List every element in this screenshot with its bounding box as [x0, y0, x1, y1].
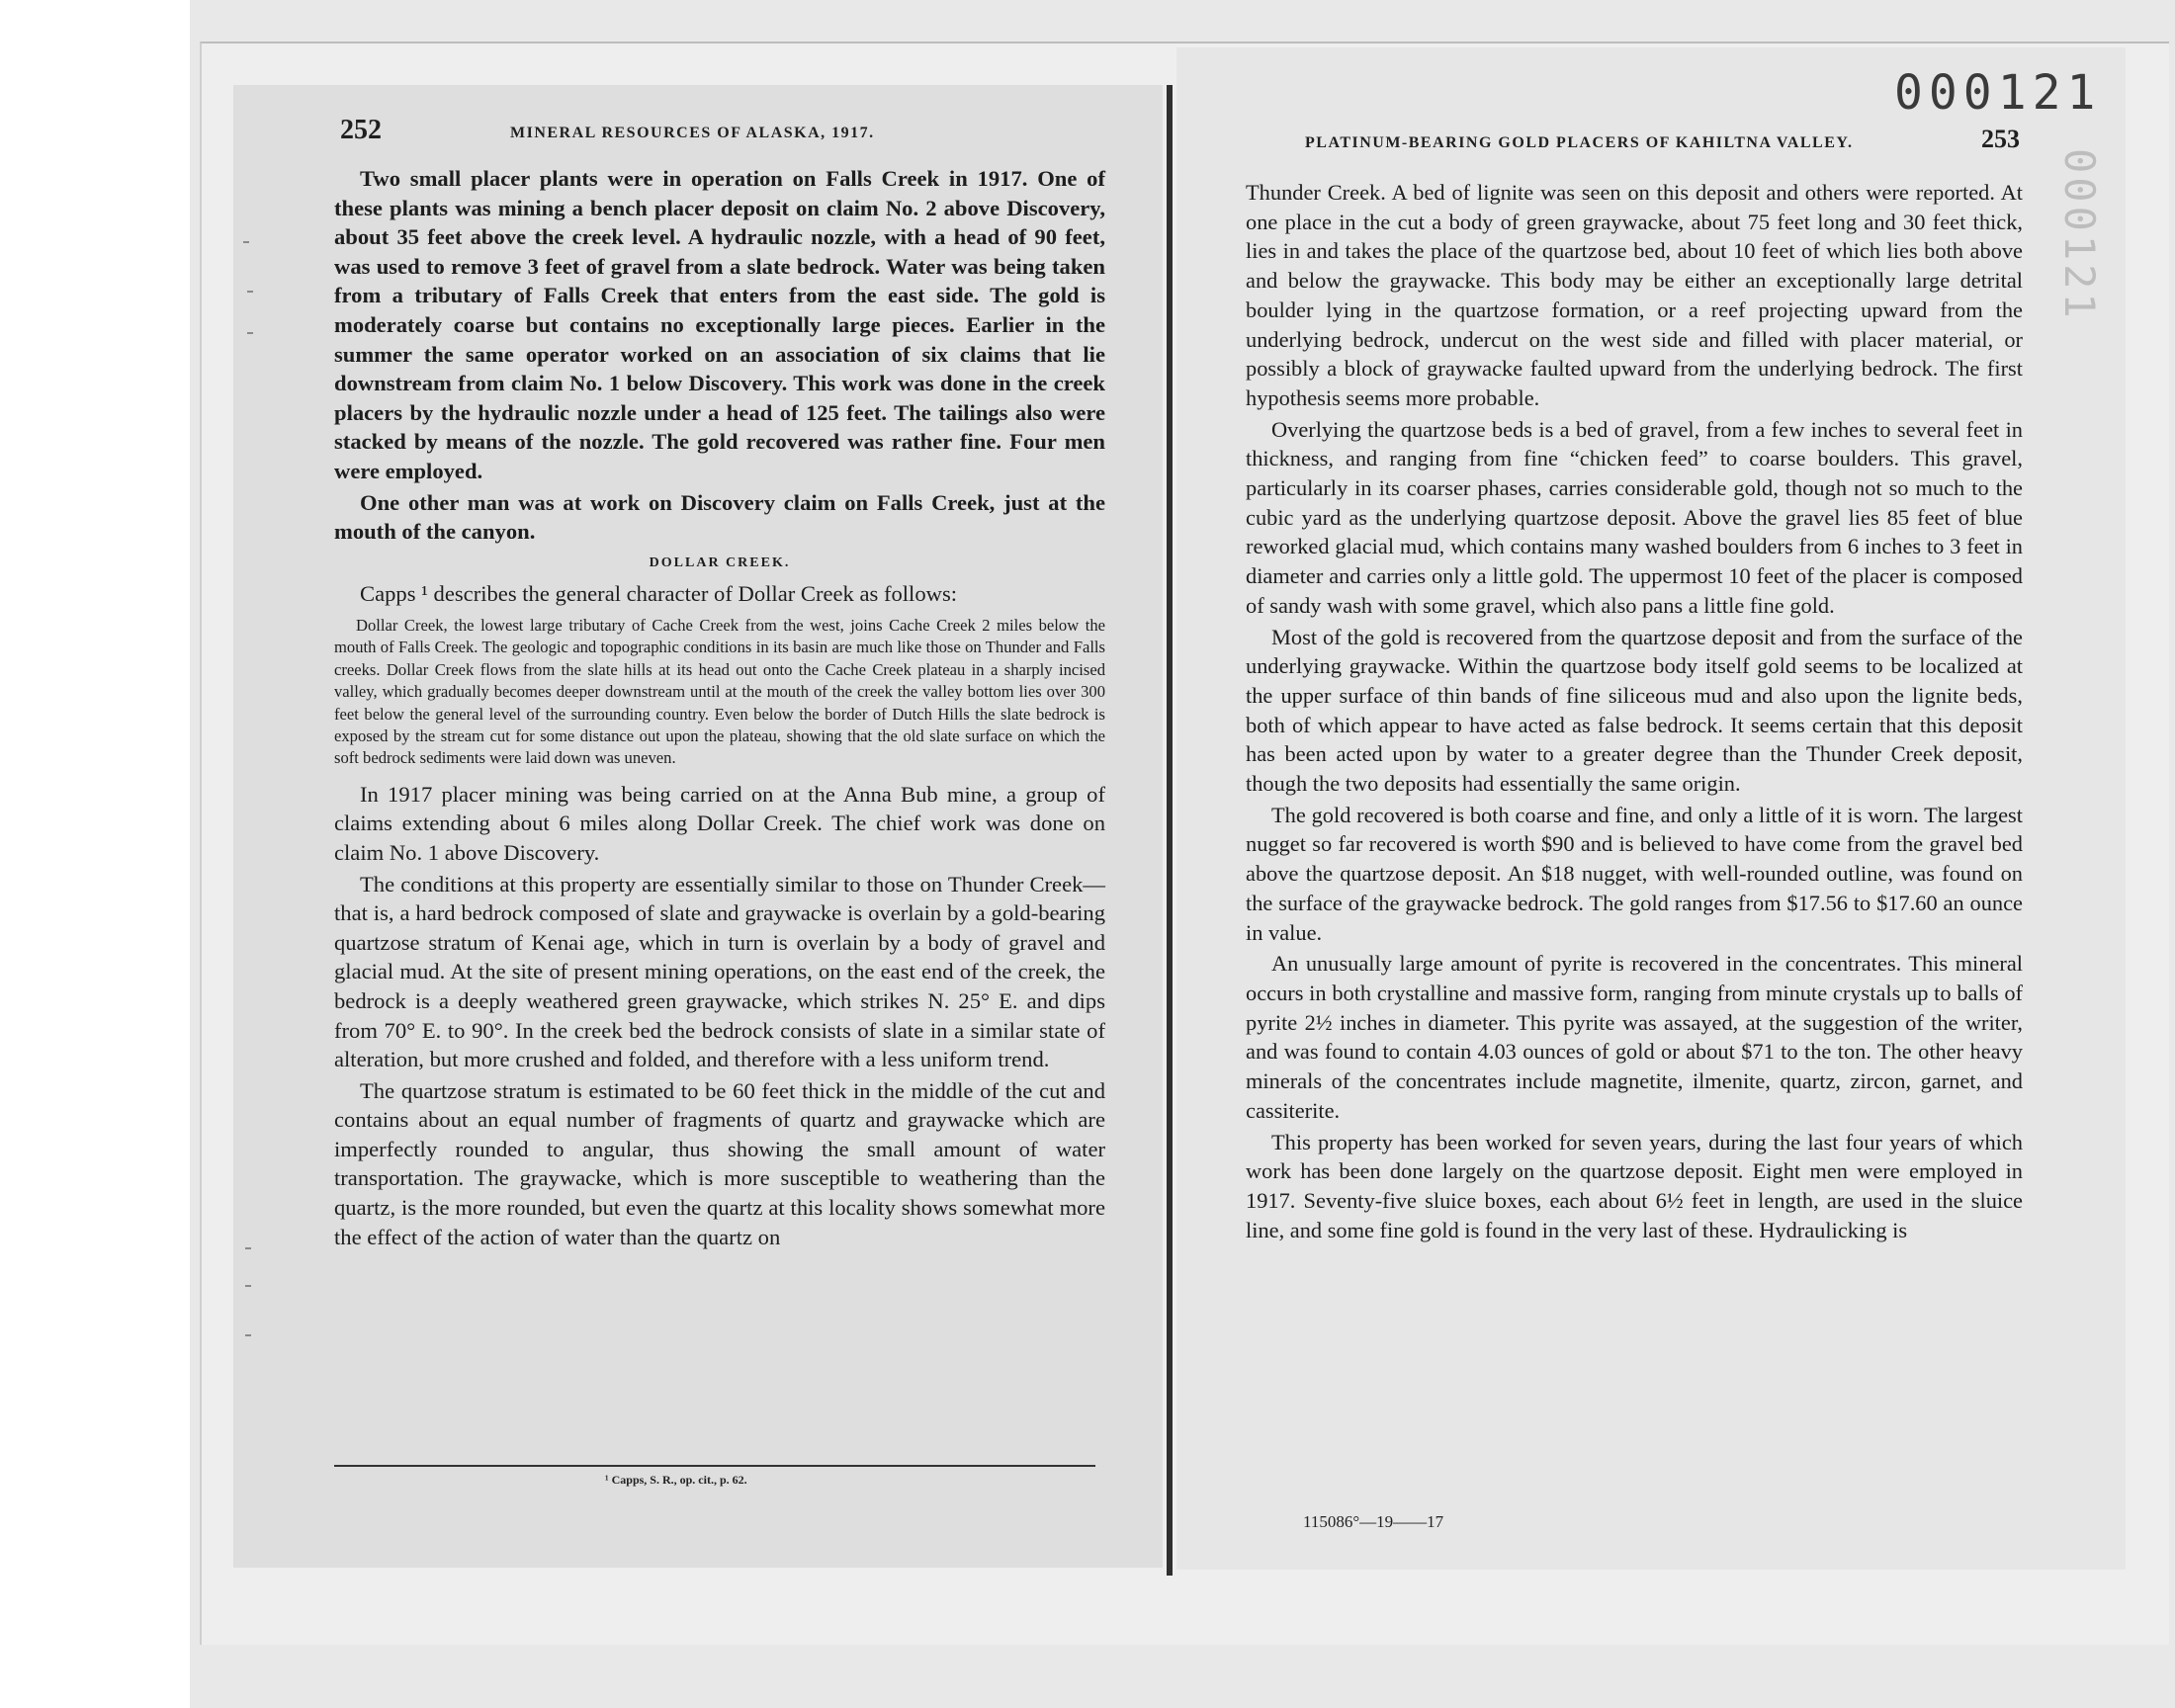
margin-mark [245, 1334, 251, 1336]
paragraph: This property has been worked for seven years, during the last four years of which work has been done largely on the quartzose deposit. Eight men were employed in 1917. Seventy-five sluice boxes, each about 6½ feet in length, are used in the sluice line, and some fine gold is found in the very last of these. Hydraulicking is [1246, 1129, 2023, 1242]
signature-line: 115086°—19——17 [1303, 1512, 1444, 1531]
right-page-number: 253 [1981, 125, 2020, 153]
margin-mark [247, 291, 253, 293]
right-running-title: PLATINUM-BEARING GOLD PLACERS OF KAHILTNA VALLEY. [1305, 134, 1854, 151]
paragraph: The gold recovered is both coarse and fine, and only a little of it is worn. The largest nugget so far recovered is worth $90 and is believed to have come from the gravel bed above the quartzose deposit. An $18 nugget, with well-rounded outline, was found on the surface of the graywacke bedrock. The gold ranges from $17.56 to $17.60 an ounce in value. [1246, 802, 2023, 945]
left-page-body [334, 164, 1105, 1253]
section-heading: DOLLAR CREEK. [649, 555, 791, 570]
paragraph: Capps ¹ describes the general character of Dollar Creek as follows: [360, 581, 958, 607]
paragraph: Two small placer plants were in operation on Falls Creek in 1917. One of these plants was mining a bench placer deposit on claim No. 2 above Discovery, about 35 feet above the creek level. A hydraulic nozzle, with a head of 90 feet, was used to remove 3 feet of gravel from a slate bedrock. Water was being taken from a tributary of Falls Creek that enters from the east side. The gold is moderately coarse but contains no exceptionally large pieces. Earlier in the summer the same operator worked on an association of six claims that lie downstream from claim No. 1 below Discovery. This work was done in the creek placers by the hydraulic nozzle under a head of 125 feet. The tailings also were stacked by means of the nozzle. The gold recovered was rather fine. Four men were employed. [334, 166, 1105, 483]
book-spine [1167, 85, 1173, 1576]
paragraph: One other man was at work on Discovery claim on Falls Creek, just at the mouth of the canyon. [334, 489, 1105, 545]
paragraph: The conditions at this property are essentially similar to those on Thunder Creek—that is, a hard bedrock composed of slate and graywacke is overlain by a gold-bearing quartzose stratum of Kenai age, which in turn is overlain by a body of gravel and glacial mud. At the site of present mining operations, on the east end of the creek, the bedrock is a deeply weathered green graywacke, which strikes N. 25° E. and dips from 70° E. to 90°. In the creek bed the bedrock consists of slate in a similar state of alteration, but more crushed and folded, and therefore with a less uniform trend. [334, 871, 1105, 1072]
archive-stamp-faint: 000121 [2055, 148, 2104, 322]
paragraph: An unusually large amount of pyrite is recovered in the concentrates. This mineral occurs in both crystalline and massive form, ranging from minute crystals up to balls of pyrite 2½ inches in diameter. This pyrite was assayed, at the suggestion of the writer, and was found to contain 4.03 ounces of gold or about $71 to the ton. The other heavy minerals of the concentrates include magnetite, ilmenite, quartz, zircon, garnet, and cassiterite. [1246, 951, 2023, 1123]
archive-stamp: 000121 [1894, 65, 2102, 121]
quote-text: Dollar Creek, the lowest large tributary of Cache Creek from the west, joins Cache Creek 2 miles below the mouth of Falls Creek. The geologic and topographic conditions in its basin are much like those on Thunder and Falls creeks. Dollar Creek flows from the slate hills at its head out onto the Cache Creek plateau in a sharply incised valley, which gradually becomes deeper downstream until at the mouth of the creek the valley bottom lies over 300 feet below the general level of the surrounding country. Even below the border of Dutch Hills the slate bedrock is exposed by the stream cut for some distance out upon the plateau, showing that the old slate surface on which the soft bedrock sediments were laid down was uneven. [334, 615, 1105, 768]
margin-mark [243, 241, 249, 243]
paragraph: In 1917 placer mining was being carried on at the Anna Bub mine, a group of claims extending about 6 miles along Dollar Creek. The chief work was done on claim No. 1 above Discovery. [334, 781, 1105, 865]
right-page-body [1246, 178, 2023, 1246]
paragraph: Overlying the quartzose beds is a bed of gravel, from a few inches to several feet in thickness, and ranging from fine “chicken feed” to coarse boulders. This gravel, particularly in its coarser phases, carries considerable gold, though not so much to the cubic yard as the underlying quartzose deposit. Above the gravel lies 85 feet of blue reworked glacial mud, which contains many washed boulders from 6 inches to 3 feet in diameter and carries only a little gold. The uppermost 10 feet of the placer is composed of sandy wash with some gravel, which also pans a little fine gold. [1246, 416, 2023, 618]
footnote: ¹ Capps, S. R., op. cit., p. 62. [605, 1473, 747, 1487]
paragraph: Thunder Creek. A bed of lignite was seen on this deposit and others were reported. At one place in the cut a body of green graywacke, about 75 feet long and 30 feet thick, lies in and takes the place of the quartzose bed, about 10 feet of which lies both above and below the graywacke. This body may be either an exceptionally large detrital boulder lying in the quartzose formation, or a reef projecting upward from the underlying bedrock, undercut on the west side and filled with placer material, or possibly a block of graywacke faulted upward from the underlying bedrock. The first hypothesis seems more probable. [1246, 180, 2023, 410]
margin-mark [245, 1285, 251, 1287]
margin-mark [245, 1247, 251, 1249]
left-running-title: MINERAL RESOURCES OF ALASKA, 1917. [510, 125, 875, 141]
block-quote [334, 615, 1105, 770]
footnote-rule [334, 1465, 1095, 1467]
paragraph: Most of the gold is recovered from the quartzose deposit and from the surface of the underlying graywacke. Within the quartzose body itself gold seems to be localized at the upper surface of thin bands of fine siliceous mud and also upon the lignite beds, both of which appear to have acted as false bedrock. It seems certain that this deposit has been acted upon by water to a greater degree than the Thunder Creek deposit, though the two deposits had essentially the same origin. [1246, 624, 2023, 797]
paragraph: The quartzose stratum is estimated to be 60 feet thick in the middle of the cut and contains about an equal number of fragments of quartz and graywacke which are imperfectly rounded to angular, thus showing the small amount of water transportation. The graywacke, which is more susceptible to weathering than the quartz, is the more rounded, but even the quartz at this locality shows somewhat more the effect of the action of water than the quartz on [334, 1077, 1105, 1249]
left-page-number: 252 [340, 115, 382, 145]
margin-mark [247, 332, 253, 334]
